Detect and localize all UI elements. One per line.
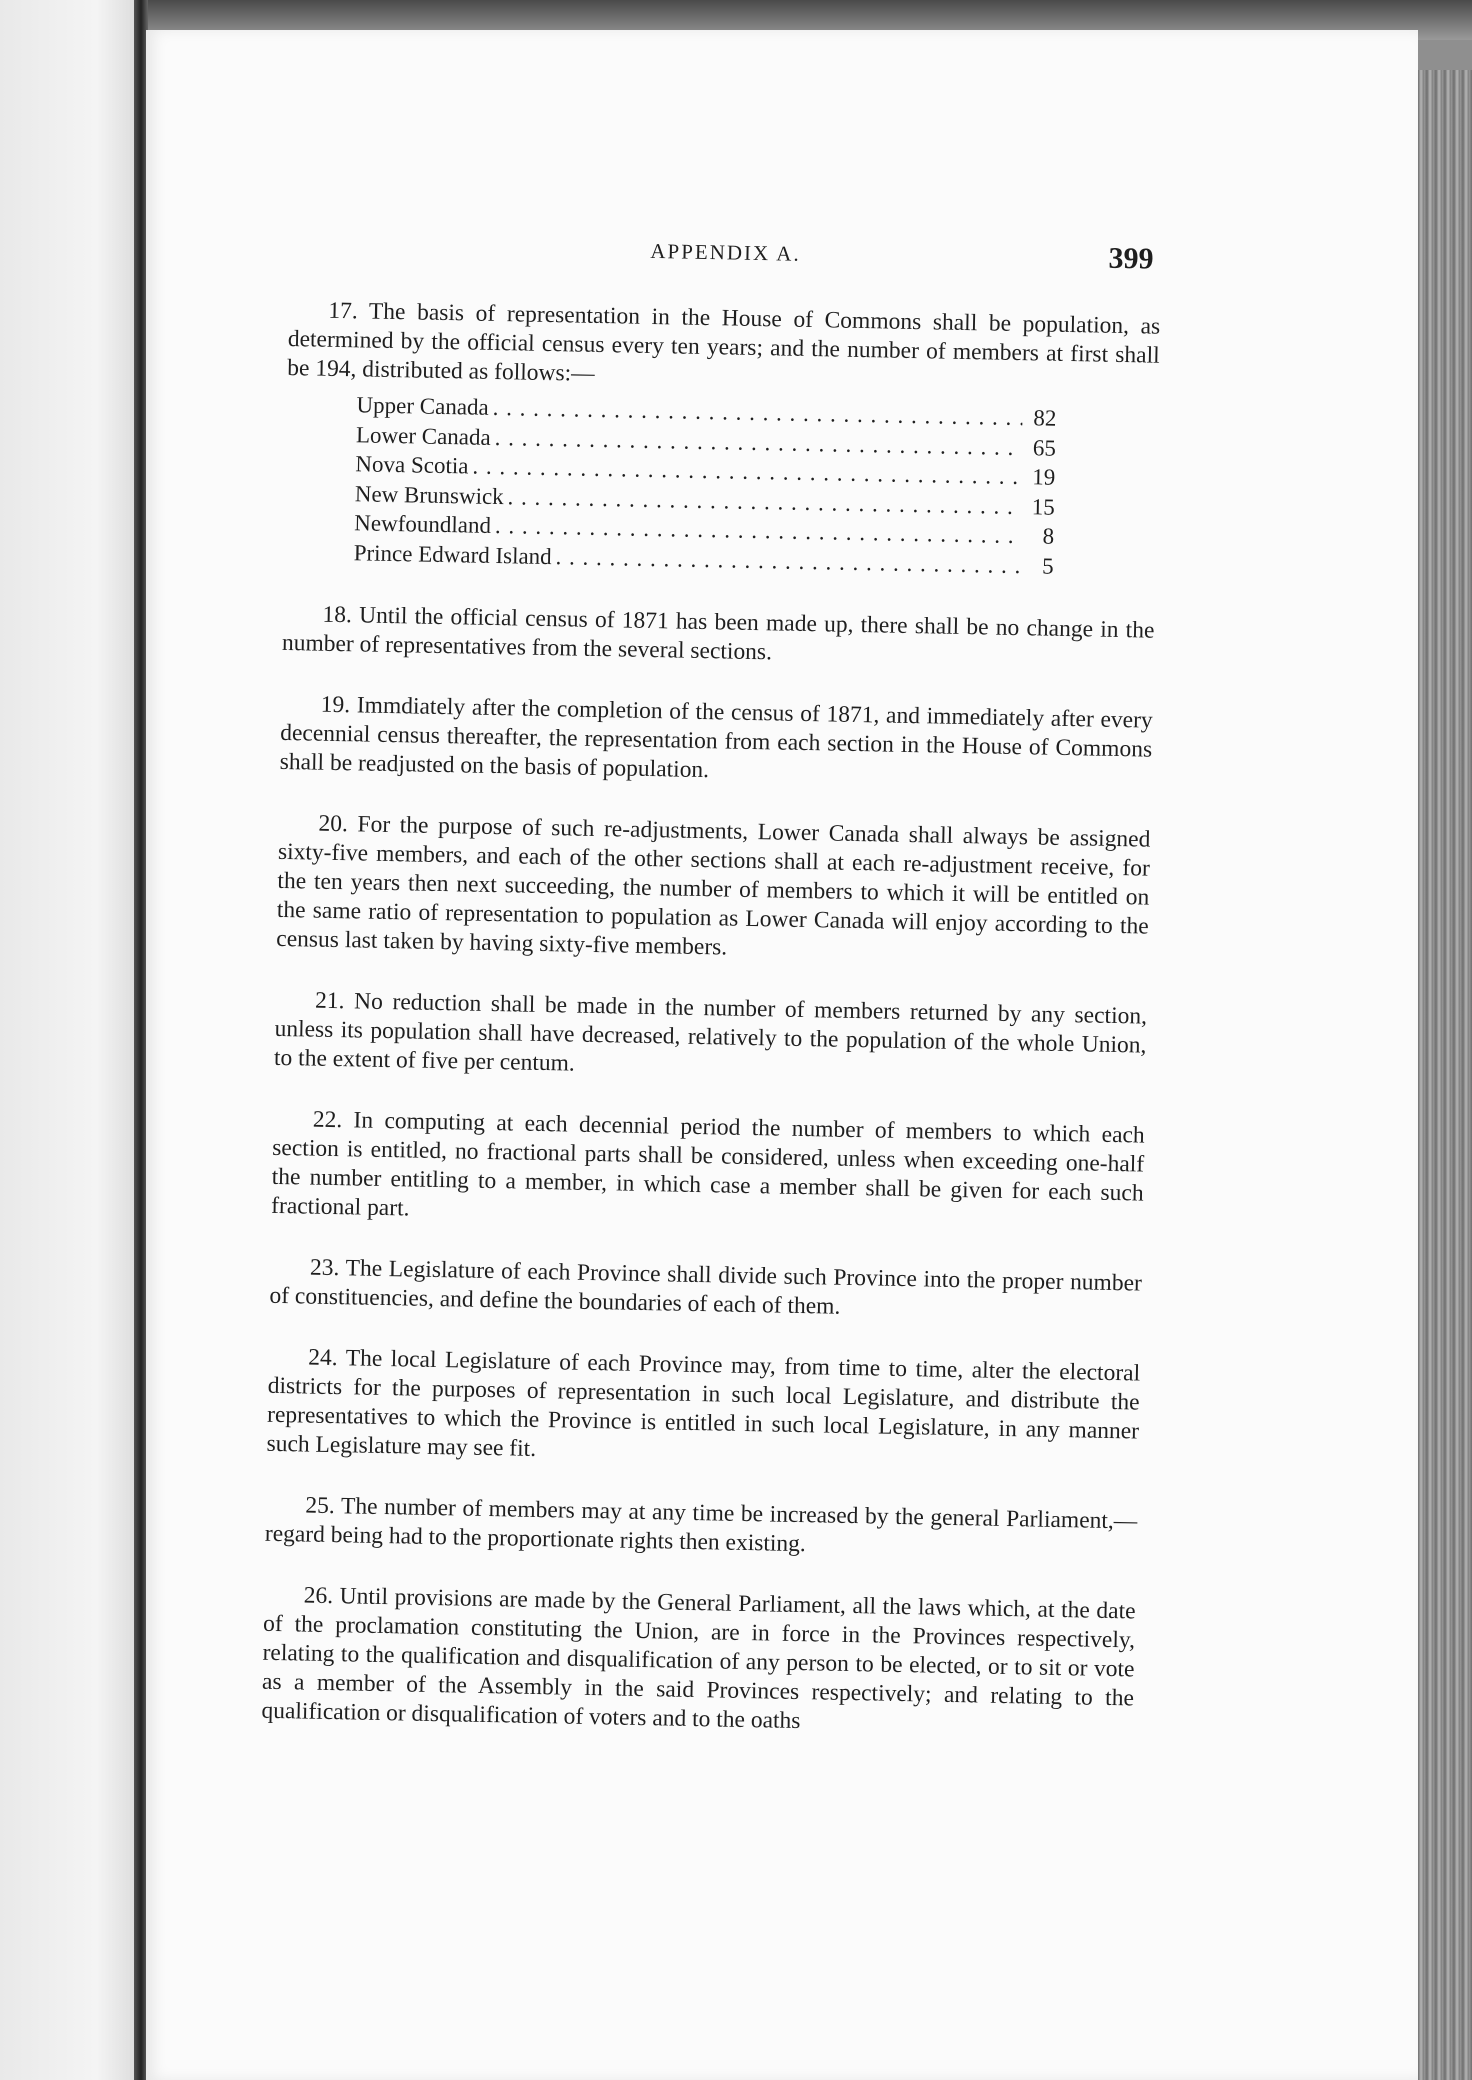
member-count: 5: [1041, 553, 1054, 579]
section-20: 20. For the purpose of such re-adjustments, Lower Canada shall always be assigned sixty-five members, and each of the other sections shall at each re-adjustment receive, for the ten years then next succeeding, the number of members to which it will be entitled on the same ratio of representation to population as Lower Canada will enjoy according to the census last taken by having sixty-five members.: [276, 810, 1151, 961]
page-content: [261, 226, 1162, 1774]
province-name: Lower Canada: [355, 421, 491, 450]
section-21: 21. No reduction shall be made in the number of members returned by any section, unless its population shall have decreased, relatively to the population of the whole Union, to the extent of five per centum.: [273, 987, 1148, 1077]
section-23: 23. The Legislature of each Province shall divide such Province into the proper number of constituencies, and define the boundaries of each of them.: [269, 1254, 1143, 1320]
province-name: Nova Scotia: [355, 451, 469, 479]
member-count: 15: [1031, 493, 1055, 520]
member-count: 65: [1032, 434, 1057, 461]
distribution-table: [353, 390, 1056, 580]
province-name: Prince Edward Island: [353, 539, 552, 569]
facing-page-edge: [0, 0, 138, 2080]
member-count: 19: [1032, 464, 1056, 490]
province-name: Newfoundland: [354, 510, 492, 538]
member-count: 82: [1033, 405, 1057, 431]
section-26: 26. Until provisions are made by the General Parliament, all the laws which, at the date of the proclamation constituting the Union, are in force in the Provinces respectively, relating to the qualification and disqualification of any person to be elected, or to sit or vote as a member of the Assembly in the said Provinces respectively; and relating to the qualification or disqualification of voters and to the oaths: [261, 1582, 1136, 1735]
section-24: 24. The local Legislature of each Province may, from time to time, alter the electoral districts for the purposes of representation in such local Legislature, and distribute the representatives to which the Province is entitled in such local Legislature, in any manner such Legislature may see fit.: [266, 1344, 1141, 1462]
section-19: 19. Immdiately after the completion of the census of 1871, and immediately after every decennial census thereafter, the representation from each section in the House of Commons shall be readjusted on the basis of population.: [279, 691, 1153, 784]
section-17: 17. The basis of representation in the House of Commons shall be population, as determined by the official census every ten years; and the number of members at first shall be 194, distributed as follows:—: [287, 297, 1161, 387]
province-name: New Brunswick: [354, 480, 504, 509]
page-number: 399: [1108, 241, 1154, 276]
province-name: Upper Canada: [356, 392, 489, 420]
section-22: 22. In computing at each decennial period the number of members to which each section is entitled, no fractional parts shall be considered, unless when exceeding one-half the number entitling to a member, in which case a member shall be given for each such fractional part.: [270, 1106, 1145, 1222]
section-25: 25. The number of members may at any time be increased by the general Parliament,—regard being had to the proportionate rights then existing.: [264, 1492, 1138, 1558]
page-stack-edge: [1415, 70, 1472, 2080]
member-count: 8: [1042, 523, 1055, 549]
section-18: 18. Until the official census of 1871 has been made up, there shall be no change in the number of representatives from the several sections.: [281, 601, 1155, 666]
running-title: APPENDIX A.: [650, 238, 801, 266]
